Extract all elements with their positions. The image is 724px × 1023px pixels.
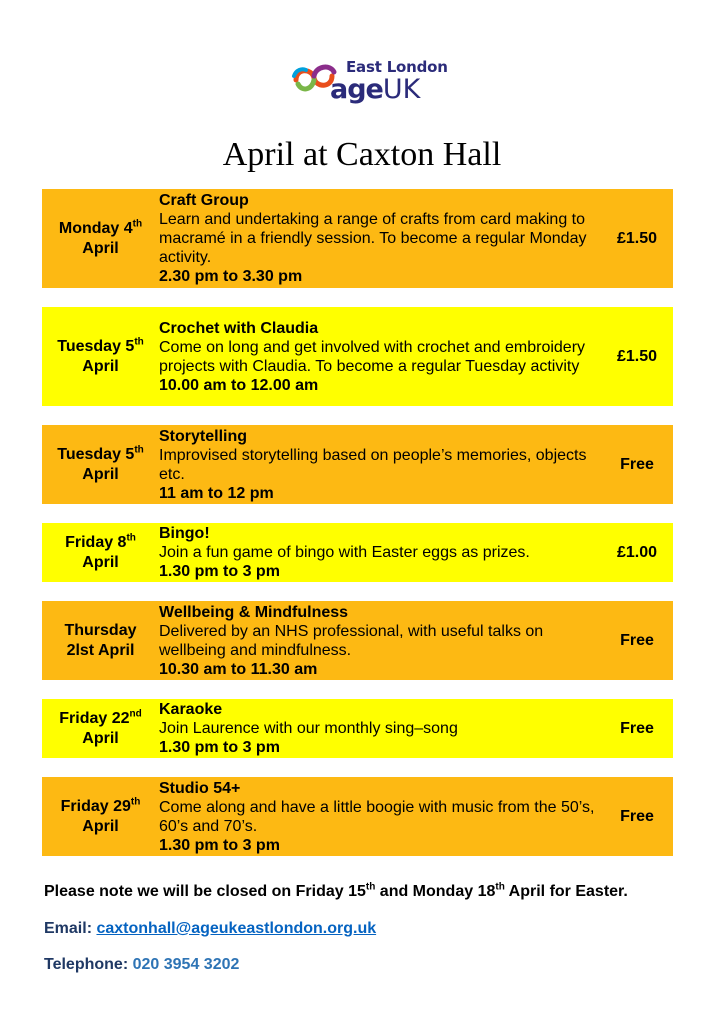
event-time: 1.30 pm to 3 pm: [159, 836, 280, 854]
event-time: 1.30 pm to 3 pm: [159, 739, 280, 756]
event-description: Come along and have a little boogie with music from the 50’s, 60’s and 70’s.: [159, 798, 595, 835]
event-date: Thursday 2lst April: [64, 621, 137, 659]
event-price: Free: [620, 456, 654, 473]
event-price: Free: [620, 808, 654, 825]
event-date: Tuesday 5th April: [57, 444, 144, 483]
email-label: Email:: [44, 920, 93, 937]
event-name: Crochet with Claudia: [159, 319, 319, 337]
event-time: 10.30 am to 11.30 am: [159, 660, 318, 678]
event-price: Free: [620, 720, 654, 737]
event-price: £1.50: [616, 348, 658, 365]
event-row: [42, 425, 673, 504]
event-row: [42, 189, 673, 288]
closure-note: Please note we will be closed on Friday 15th and Monday 18th April for Easter.: [44, 881, 628, 900]
phone-line: [44, 956, 239, 974]
event-name: Studio 54+: [159, 779, 241, 797]
event-row: [42, 523, 673, 582]
phone-label: Telephone:: [44, 956, 129, 973]
event-details: [159, 524, 601, 581]
event-name: Wellbeing & Mindfulness: [159, 603, 349, 621]
event-price: Free: [620, 632, 654, 649]
event-row: [42, 601, 673, 680]
event-description: Come on long and get involved with crochet and embroidery projects with Claudia. To become a regular Tuesday activity: [159, 338, 586, 375]
event-name: Bingo!: [159, 525, 210, 542]
email-link[interactable]: caxtonhall@ageukeastlondon.org.uk: [96, 920, 377, 937]
age-uk-logo: [290, 56, 448, 106]
event-price: £1.50: [616, 230, 658, 247]
page-title: April at Caxton Hall: [222, 136, 502, 173]
event-description: Learn and undertaking a range of crafts from card making to macramé in a friendly session. To become a regular Monday activity.: [159, 211, 587, 266]
event-time: 1.30 pm to 3 pm: [159, 563, 280, 580]
event-details: [159, 191, 601, 286]
event-description: Delivered by an NHS professional, with useful talks on wellbeing and mindfulness.: [159, 622, 544, 659]
event-details: [159, 779, 601, 855]
event-description: Join Laurence with our monthly sing–song: [159, 720, 458, 737]
event-price: £1.00: [616, 544, 658, 561]
event-row: [42, 699, 673, 758]
event-time: 2.30 pm to 3.30 pm: [159, 268, 303, 285]
event-date: Monday 4th April: [58, 218, 143, 257]
event-name: Storytelling: [159, 427, 248, 445]
event-row: [42, 307, 673, 406]
event-details: [159, 700, 601, 757]
event-details: [159, 319, 601, 395]
email-line: [44, 920, 376, 938]
logo-region-text: East London: [346, 58, 448, 76]
event-date: Tuesday 5th April: [57, 336, 144, 375]
event-time: 10.00 am to 12.00 am: [159, 376, 319, 394]
logo-brand-text: ageUK: [330, 74, 421, 105]
event-date: Friday 22nd April: [59, 708, 142, 747]
event-description: Join a fun game of bingo with Easter eggs as prizes.: [159, 544, 530, 561]
event-date: Friday 29th April: [60, 796, 141, 835]
event-date: Friday 8th April: [65, 532, 136, 571]
event-details: [159, 603, 601, 679]
event-row: [42, 777, 673, 856]
event-name: Karaoke: [159, 701, 223, 718]
event-details: [159, 427, 601, 503]
event-name: Craft Group: [159, 192, 249, 209]
event-description: Improvised storytelling based on people’s memories, objects etc.: [159, 446, 587, 483]
event-time: 11 am to 12 pm: [159, 484, 274, 502]
phone-number: 020 3954 3202: [132, 956, 240, 973]
